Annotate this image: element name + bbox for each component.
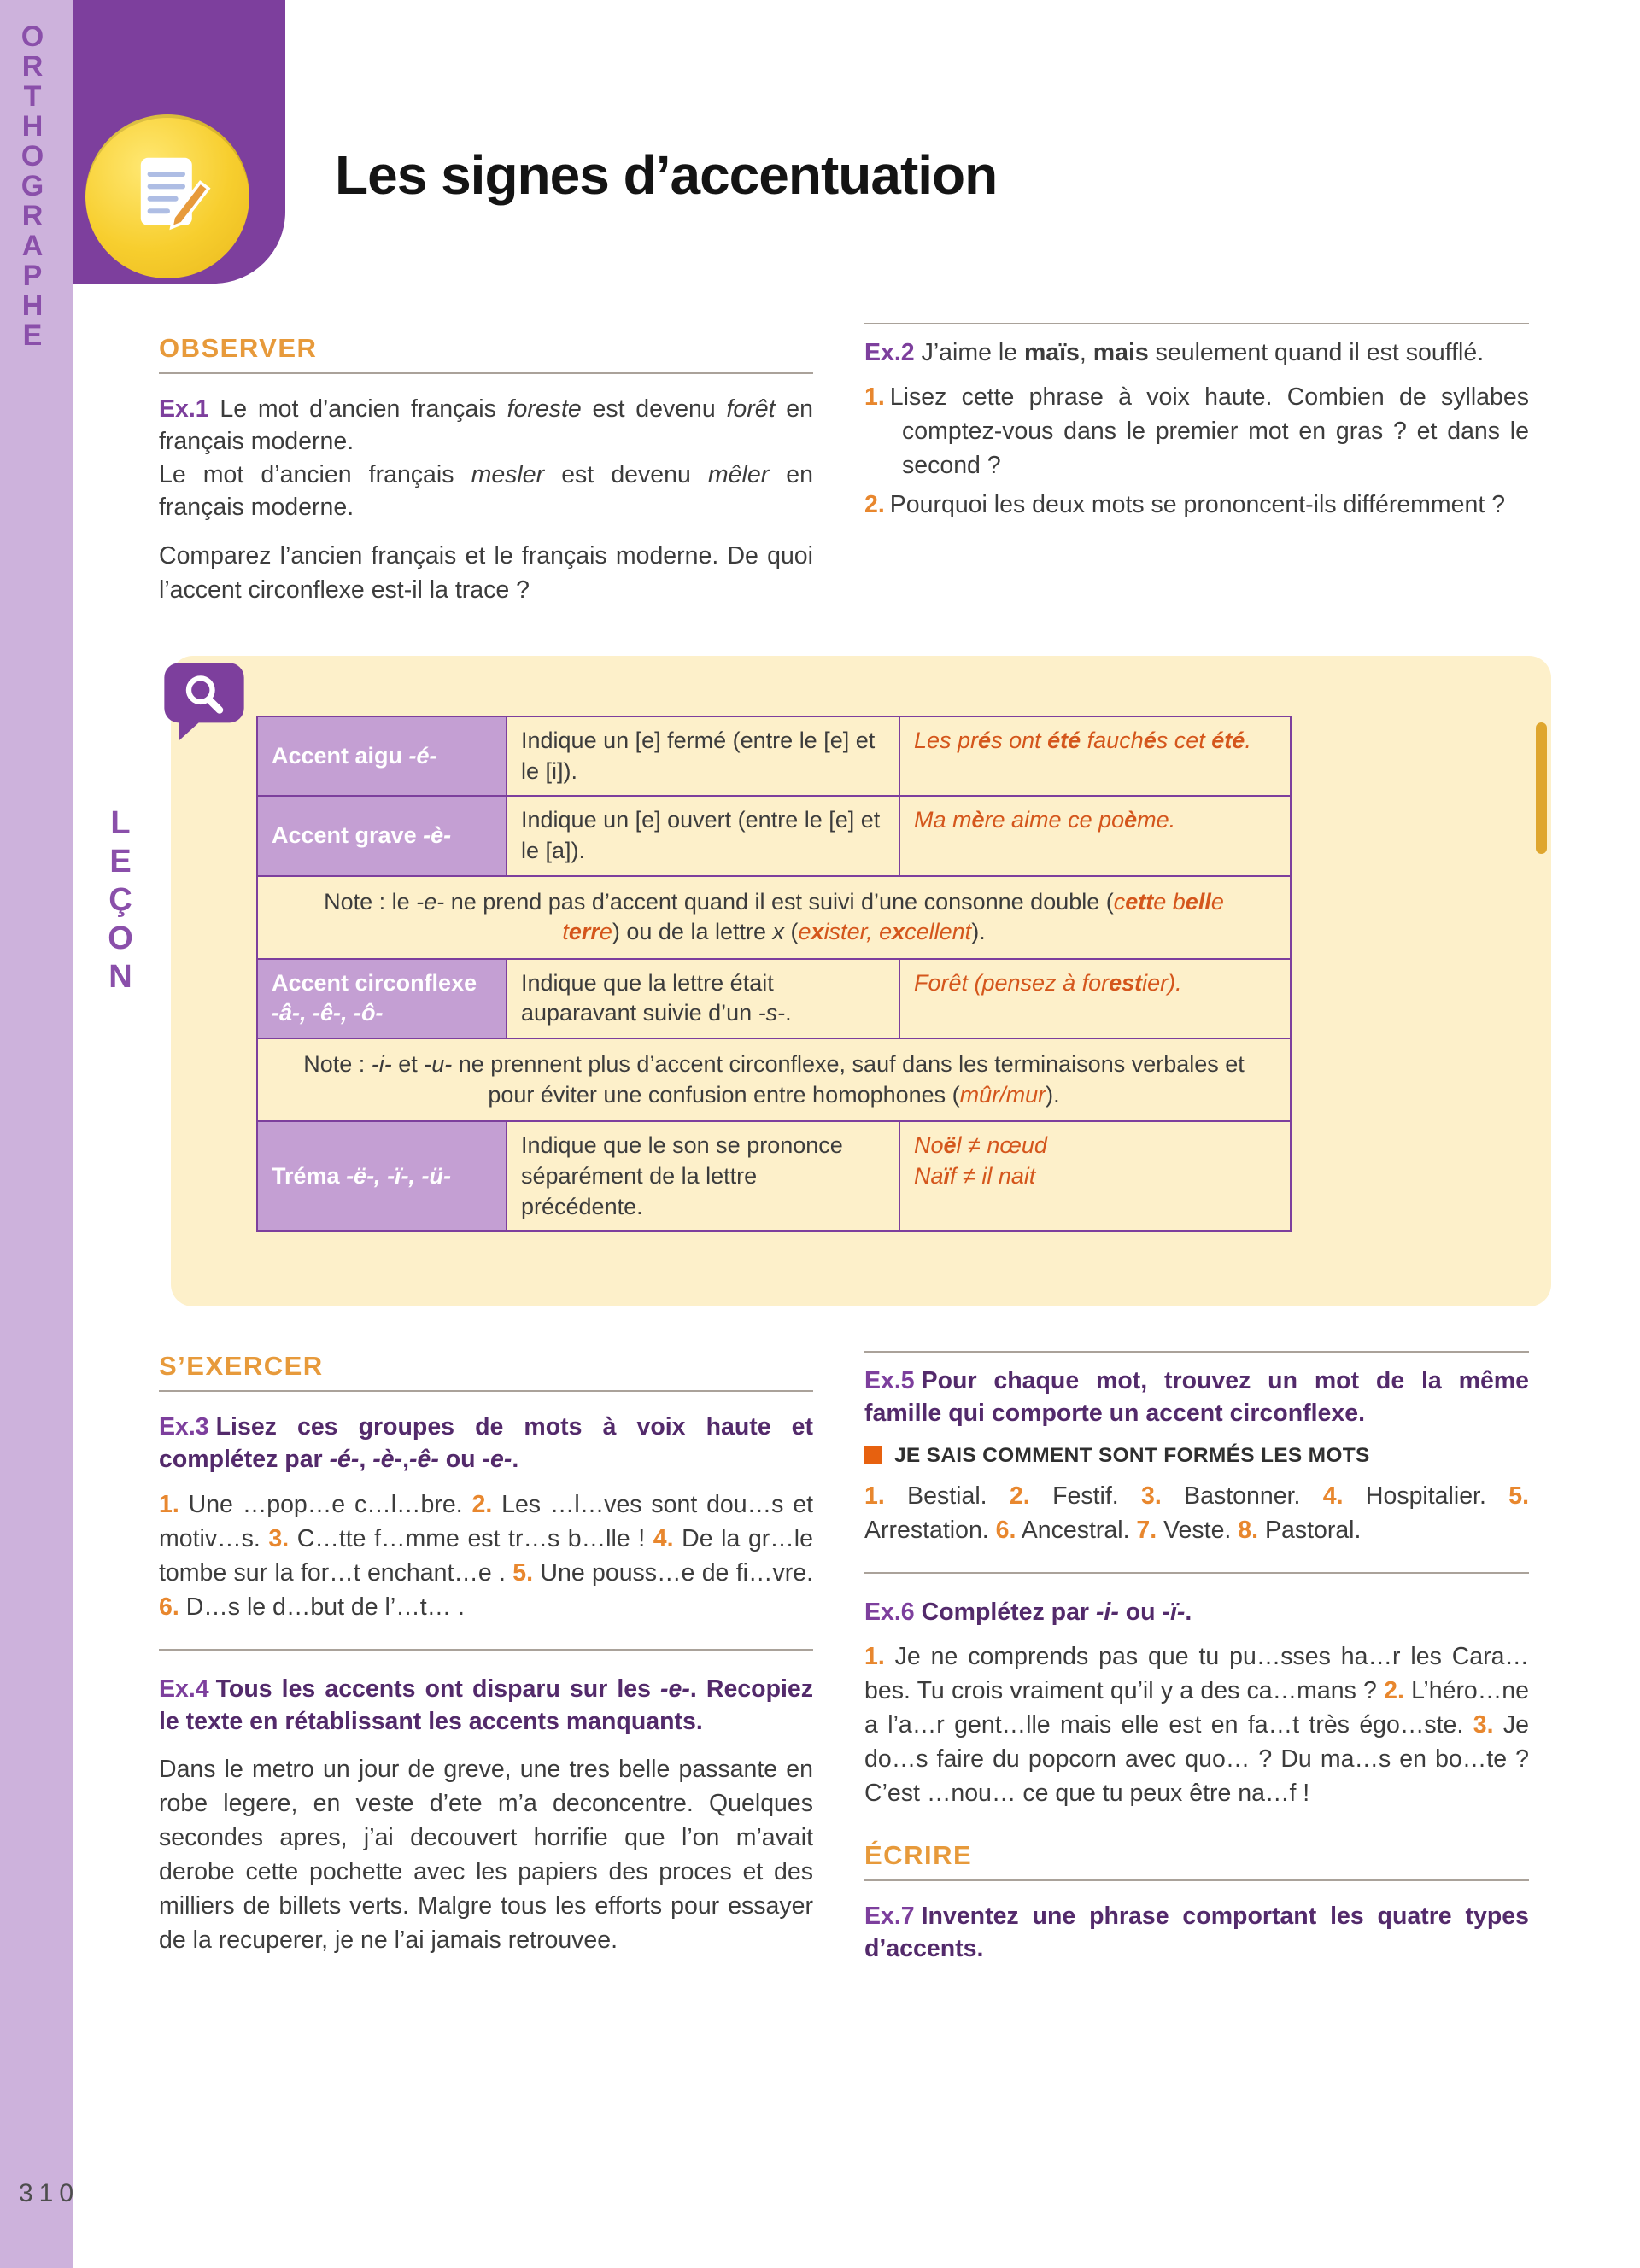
- ex2-text: J’aime le maïs, mais seulement quand il est soufflé.: [921, 339, 1485, 366]
- ex3-heading: [159, 1411, 813, 1476]
- ex2-paragraph: [864, 336, 1529, 369]
- lesson-table: [256, 716, 1292, 1232]
- ex4-heading-text: Tous les accents ont disparu sur les -e-. Recopiez le texte en rétablissant les accents manquants.: [159, 1675, 813, 1735]
- ex2-item-1: [864, 381, 1529, 483]
- item-number: 2.: [864, 491, 885, 519]
- lesson-ribbon: [1536, 722, 1547, 854]
- note-cell-iu: Note : -i- et -u- ne prennent plus d’accent circonflexe, sauf dans les terminaisons verbales et pour éviter une confusion entre homophones (mûr/mur).: [257, 1038, 1291, 1121]
- column-divider-line: [864, 1351, 1529, 1353]
- ex1-text: Le mot d’ancien français foreste est devenu forêt en français moderne. Le mot d’ancien français mesler est devenu mêler en français moderne.: [159, 395, 814, 522]
- lesson-vertical-label: LEÇON: [108, 805, 133, 995]
- ex2-questions: [864, 381, 1529, 523]
- ex3-body: 1. Une …pop…e c…l…bre. 2. Les …l…ves sont dou…s et motiv…s. 3. C…tte f…mme est tr…s b…lle ! 4. De la gr…le tombe sur la for…t enchant…e . 5. Une pouss…e de fi…vre. 6. D…s le d…but de l’…t… .: [159, 1490, 813, 1621]
- note-cell-e: Note : le -e- ne prend pas d’accent quand il est suivi d’une consonne double (cette belle terre) ou de la lettre x (exister, excellent).: [257, 876, 1291, 959]
- ex2-item-2: [864, 488, 1529, 523]
- table-row-grave: [257, 796, 1291, 875]
- term-cell-circonflexe: Accent circonflexe -â-, -ê-, -ô-: [257, 959, 507, 1038]
- example-cell-aigu: Les prés ont été fauchés cet été.: [899, 716, 1291, 796]
- observer-right-column: [864, 323, 1529, 523]
- observer-heading: OBSERVER: [159, 333, 813, 374]
- ex7-heading: [864, 1900, 1529, 1966]
- exercise-right-column: [864, 1351, 1529, 1966]
- table-row-note-e: [257, 876, 1291, 959]
- ex3-heading-text: Lisez ces groupes de mots à voix haute et complétez par -é-, -è-,-ê- ou -e-.: [159, 1413, 813, 1474]
- table-row-trema: [257, 1121, 1291, 1231]
- ex2-label: Ex.2: [864, 339, 915, 366]
- ex1-label: Ex.1: [159, 395, 209, 423]
- example-cell-trema: Noël ≠ nœud Naïf ≠ il nait: [899, 1121, 1291, 1231]
- ex3-label: Ex.3: [159, 1413, 209, 1441]
- ex6-body: 1. Je ne comprends pas que tu pu…sses ha…r les Cara…bes. Tu crois vraiment qu’il y a des ca…mans ? 2. L’héro…ne a l’a…r gent…lle mais elle est en fa…t très égo…ste. 3. Je do…s faire du popcorn avec quo… ? Du ma…s en bo…te ? C’est …nou… ce que tu peux être na…f !: [864, 1643, 1529, 1807]
- skill-tag-text: JE SAIS COMMENT SONT FORMÉS LES MOTS: [894, 1443, 1370, 1467]
- item-text: Pourquoi les deux mots se prononcent-ils différemment ?: [889, 491, 1506, 519]
- ex5-label: Ex.5: [864, 1367, 915, 1394]
- sexercer-heading: S’EXERCER: [159, 1351, 813, 1392]
- ex6-heading: [864, 1596, 1529, 1628]
- exercise-divider-line: [159, 1649, 813, 1651]
- column-divider-line: [864, 323, 1529, 324]
- term-cell-trema: Tréma -ë-, -ï-, -ü-: [257, 1121, 507, 1231]
- ex1-paragraph: [159, 393, 813, 524]
- desc-cell-aigu: Indique un [e] fermé (entre le [e] et le [i]).: [507, 716, 899, 796]
- ex6-label: Ex.6: [864, 1598, 915, 1626]
- page-title: Les signes d’accentuation: [335, 144, 998, 206]
- ex4-heading: [159, 1673, 813, 1739]
- item-text: Lisez cette phrase à voix haute. Combien de syllabes comptez-vous dans le premier mot en gras ? et dans le second ?: [889, 383, 1529, 480]
- ex5-heading-text: Pour chaque mot, trouvez un mot de la même famille qui comporte un accent circonflexe.: [864, 1367, 1529, 1428]
- ex1-question: Comparez l’ancien français et le français moderne. De quoi l’accent circonflexe est-il la trace ?: [159, 541, 813, 604]
- desc-cell-grave: Indique un [e] ouvert (entre le [e] et le [a]).: [507, 796, 899, 875]
- ex5-heading: [864, 1365, 1529, 1430]
- desc-cell-circonflexe: Indique que la lettre était auparavant suivie d’un -s-.: [507, 959, 899, 1038]
- document-pencil-icon: [116, 143, 219, 250]
- ex5-body: 1. Bestial. 2. Festif. 3. Bastonner. 4. Hospitalier. 5. Arrestation. 6. Ancestral. 7. Veste. 8. Pastoral.: [864, 1482, 1530, 1544]
- example-cell-grave: Ma mère aime ce poème.: [899, 796, 1291, 875]
- table-row-note-iu: [257, 1038, 1291, 1121]
- item-number: 1.: [864, 383, 885, 412]
- page-number: 310: [19, 2179, 80, 2207]
- table-row-aigu: [257, 716, 1291, 796]
- ex7-heading-text: Inventez une phrase comportant les quatre types d’accents.: [864, 1902, 1529, 1963]
- chapter-vertical-label: ORTHOGRAPHE: [20, 20, 44, 352]
- ex5-skill-tag: [864, 1444, 1529, 1468]
- exercise-left-column: [159, 1351, 813, 1958]
- example-cell-circonflexe: Forêt (pensez à forestier).: [899, 959, 1291, 1038]
- ex6-heading-text: Complétez par -i- ou -ï-.: [921, 1598, 1192, 1626]
- desc-cell-trema: Indique que le son se prononce séparément de la lettre précédente.: [507, 1121, 899, 1231]
- table-row-circonflexe: [257, 959, 1291, 1038]
- term-cell-aigu: Accent aigu -é-: [257, 716, 507, 796]
- speech-magnifier-icon: [159, 658, 249, 748]
- chapter-badge: [85, 114, 249, 278]
- orange-square-icon: [864, 1446, 882, 1464]
- ex7-label: Ex.7: [864, 1902, 915, 1930]
- ex4-body: Dans le metro un jour de greve, une tres belle passante en robe legere, en veste d’ete m’a deconcentre. Quelques secondes apres, j’ai decouvert horrifie que l’on m’avait derobe cette pochette avec les papiers des proces et des milliers de billets verts. Malgre tous les efforts pour essayer de la recuperer, je ne l’ai jamais retrouvee.: [159, 1756, 813, 1954]
- term-cell-grave: Accent grave -è-: [257, 796, 507, 875]
- exercise-divider-line: [864, 1572, 1529, 1574]
- observer-left-column: [159, 333, 813, 608]
- ecrire-heading: ÉCRIRE: [864, 1840, 1529, 1881]
- ex4-label: Ex.4: [159, 1675, 209, 1703]
